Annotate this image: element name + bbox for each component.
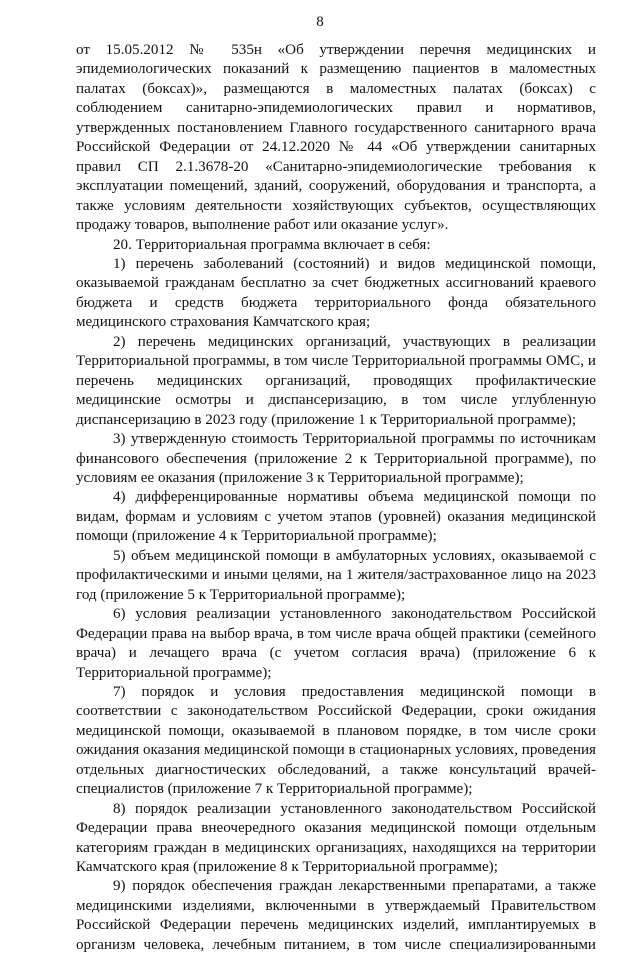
paragraph-subitem-2: 2) перечень медицинских организаций, участвующих в реализации Территориальной программы, в том числе Территориальной программы ОМС, и перечень медицинских организаций, проводящих профилактические медицинские осмотры и диспансеризацию, в том числе углубленную диспансеризацию в 2023 году (приложение 1 к Территориальной программе); [76, 333, 596, 428]
document-body [76, 41, 596, 955]
paragraph-subitem-4: 4) дифференцированные нормативы объема медицинской помощи по видам, формам и условиям с учетом этапов (уровней) оказания медицинской помощи (приложение 4 к Территориальной программе); [76, 489, 596, 545]
paragraph-subitem-9: 9) порядок обеспечения граждан лекарственными препаратами, а также медицинскими изделиями, включенными в утверждаемый Правительством Российской Федерации перечень медицинских изделий, имплантируемых в организм человека, лечебным питанием, в том числе специализированными [76, 878, 596, 953]
paragraph-subitem-1: 1) перечень заболеваний (состояний) и видов медицинской помощи, оказываемой гражданам бесплатно за счет бюджетных ассигнований краевого бюджета и средств бюджета территориального фонда обязательного медицинского страхования Камчатского края; [76, 255, 596, 331]
page-number: 8 [316, 14, 324, 30]
paragraph-subitem-6: 6) условия реализации установленного законодательством Российской Федерации права на выбор врача, в том числе врача общей практики (семейного врача) и лечащего врача (с учетом согласия врача) (приложение 6 к Территориальной программе); [76, 606, 596, 681]
paragraph-continuation: от 15.05.2012 № 535н «Об утверждении перечня медицинских и эпидемиологических показаний к размещению пациентов в маломестных палатах (боксах)», размещаются в маломестных палатах (боксах) с соблюдением санитарно-эпидемиологических правил и нормативов, утвержденных постановлением Главного государственного санитарного врача Российской Федерации от 24.12.2020 № 44 «Об утверждении санитарных правил СП 2.1.3678-20 «Санитарно-эпидемиологические требования к эксплуатации помещений, зданий, сооружений, оборудования и транспорта, а также условиям деятельности хозяйствующих субъектов, осуществляющих продажу товаров, выполнение работ или оказание услуг». [76, 42, 596, 234]
paragraph-subitem-5: 5) объем медицинской помощи в амбулаторных условиях, оказываемой с профилактическими и иными целями, на 1 жителя/застрахованное лицо на 2023 год (приложение 5 к Территориальной программе); [76, 547, 596, 603]
paragraph-subitem-3: 3) утвержденную стоимость Территориальной программы по источникам финансового обеспечения (приложение 2 к Территориальной программе), по условиям ее оказания (приложение 3 к Территориальной программе); [76, 431, 596, 486]
paragraph-subitem-8: 8) порядок реализации установленного законодательством Российской Федерации права внеочередного оказания медицинской помощи отдельным категориям граждан в медицинских организациях, находящихся на территории Камчатского края (приложение 8 к Территориальной программе); [76, 800, 596, 876]
paragraph-item-20: 20. Территориальная программа включает в себя: [113, 236, 431, 253]
paragraph-subitem-7: 7) порядок и условия предоставления медицинской помощи в соответствии с законодательством Российской Федерации, сроки ожидания медицинской помощи, оказываемой в плановом порядке, в том числе сроки ожидания оказания медицинской помощи в стационарных условиях, проведения отдельных диагностических обследований, а также консультаций врачей-специалистов (приложение 7 к Территориальной программе); [76, 683, 596, 798]
